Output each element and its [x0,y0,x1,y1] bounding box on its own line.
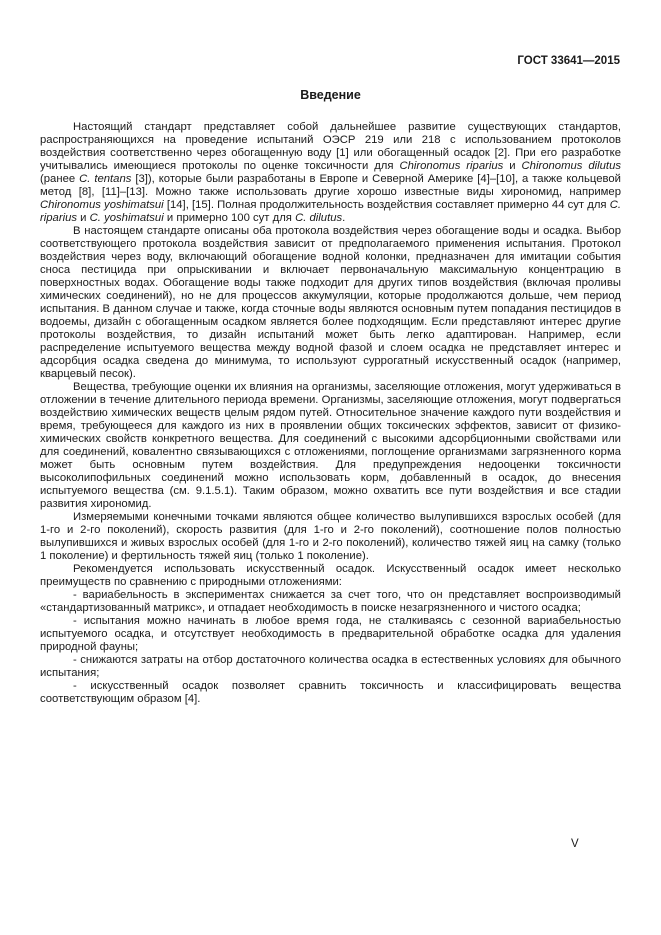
page-header [40,55,620,68]
page-number: V [571,838,579,850]
body-text [40,121,621,706]
paragraph: Измеряемыми конечными точками являются общее количество вылупившихся взрослых особей (для 1-го и 2-го поколений), скорость развития (для 1-го и 2-го поколений), соотношение полов полностью вылупившихся и живых взрослых особей (для 1-го и 2-го поколений), количество тяжей яиц на самку (только 1 поколение) и фертильность тяжей яиц (только 1 поколение). [40,511,621,562]
paragraph: Настоящий стандарт представляет собой дальнейшее развитие существующих стандартов, распространяющихся на проведение испытаний ОЭСР 219 или 218 с использованием протоколов воздействия соответственно через обогащенную воду [1] или обогащенный осадок [2]. При его разработке учитывались имеющиеся протоколы по оценке токсичности для Chironomus riparius и Chironomus dilutus (ранее C. tentans [3]), которые были разработаны в Европе и Северной Америке [4]–[10], а также кольцевой метод [8], [11]–[13]. Можно также использовать другие хорошо известные виды хирономид, например Chironomus yoshimatsui [14], [15]. Полная продолжительность воздействия составляет примерно 44 сут для C. riparius и C. yoshimatsui и примерно 100 сут для C. dilutus. [40,121,622,224]
list-item: - снижаются затраты на отбор достаточного количества осадка в естественных условиях для обычного испытания; [40,654,621,679]
list-item: - испытания можно начинать в любое время года, не сталкиваясь с сезонной вариабельностью испытуемого осадка, и отсутствует необходимость в предварительной обработке осадка для удаления природной фауны; [40,615,621,653]
section-title: Введение [300,88,361,102]
standard-number: ГОСТ 33641—2015 [517,55,620,67]
paragraph: Вещества, требующие оценки их влияния на организмы, заселяющие отложения, могут удерживаться в отложении в течение длительного периода времени. Организмы, заселяющие отложения, могут подвергаться воздействию химических веществ целым рядом путей. Относительное значение каждого пути воздействия и время, требующееся для каждого из них в проявлении общих токсических эффектов, зависит от физико-химических свойств конкретного вещества. Для соединений с высокими адсорбционными свойствами или для соединений, ковалентно связывающихся с отложениями, поглощение организмами загрязненного корма может быть основным путем воздействия. Для предупреждения недооценки токсичности высоколипофильных соединений можно использовать корм, добавленный в осадок, до внесения испытуемого вещества (см. 9.1.5.1). Таким образом, можно охватить все пути воздействия и все стадии развития хирономид. [40,381,621,510]
list-item: - вариабельность в экспериментах снижается за счет того, что он представляет воспроизводимый «стандартизованный матрикс», и отпадает необходимость в поиске незагрязненного и чистого осадка; [40,589,621,614]
paragraph: В настоящем стандарте описаны оба протокола воздействия через обогащение воды и осадка. Выбор соответствующего протокола воздействия зависит от предполагаемого применения испытания. Протокол воздействия через воду, включающий обогащение водной колонки, предназначен для имитации события сноса пестицида при опрыскивании и включает первоначальную максимальную концентрацию в поверхностных водах. Обогащение воды также подходит для других типов воздействия (включая проливы химических соединений), но не для процессов аккумуляции, которые продолжаются дольше, чем период испытания. В данном случае и также, когда сточные воды являются основным путем попадания пестицидов в водоемы, дизайн с обогащенным осадком является более подходящим. Если представляют интерес другие протоколы воздействия, то дизайн испытаний может быть легко адаптирован. Например, если распределение испытуемого вещества между водной фазой и слоем осадка не представляет интерес и адсорбция осадка сведена до минимума, то используют суррогатный искусственный осадок (например, кварцевый песок). [40,225,621,380]
paragraph: Рекомендуется использовать искусственный осадок. Искусственный осадок имеет несколько преимуществ по сравнению с природными отложениями: [40,563,621,588]
list-item: - искусственный осадок позволяет сравнить токсичность и классифицировать вещества соответствующим образом [4]. [40,680,621,705]
